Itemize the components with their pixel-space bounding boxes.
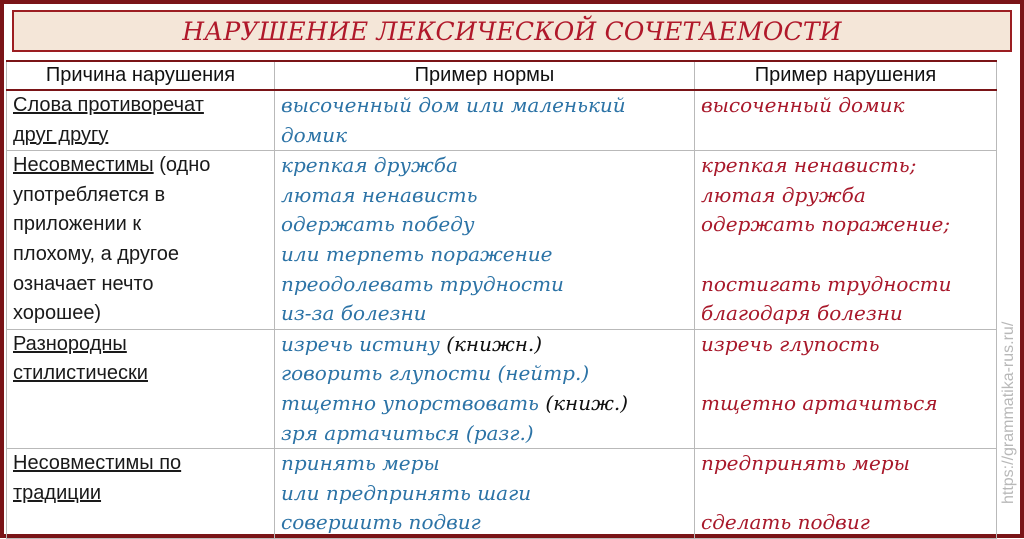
violation-cell [695,151,997,330]
header-violation: Пример нарушения [695,61,997,90]
violation-line: одержать поражение; [701,212,951,237]
norm-line: принять меры [281,451,440,476]
cause-cell [7,329,275,448]
norm-line [281,330,688,360]
norm-line: одержать победу [281,212,475,237]
style-note: (книжн.) [446,331,543,356]
header-cause: Причина нарушения [7,61,275,90]
norm-line: из-за болезни [281,301,427,326]
norm-cell [275,449,695,539]
norm-line: домик [281,122,348,147]
norm-line: высоченный дом или маленький [281,93,626,117]
page-title [12,10,1012,52]
violation-line [701,419,990,449]
style-note: (книж.) [545,390,629,415]
cause-line: плохому, а другое [13,242,179,265]
table-row [7,90,997,151]
cause-underlined-word: Несовместимы [13,154,154,177]
violation-line [701,359,990,389]
cause-line: приложении к [13,213,142,236]
header-norm: Пример нормы [275,61,695,90]
violation-cell [695,90,997,151]
cause-line [13,151,268,181]
table-row [7,329,997,448]
violation-line: высоченный домик [701,93,905,117]
lexical-compatibility-table [6,60,997,539]
cause-line: Разнородны [13,332,127,355]
cause-line-rest: (одно [153,154,211,177]
violation-line: предпринять меры [701,451,910,476]
norm-cell [275,90,695,151]
violation-line: крепкая ненависть; [701,153,917,178]
norm-line: или терпеть поражение [281,241,553,266]
cause-cell [7,151,275,330]
cause-line: Слова противоречат [13,94,204,116]
cause-line: означает нечто [13,272,154,295]
cause-cell [7,90,275,151]
violation-cell [695,329,997,448]
norm-text: тщетно упорствовать [281,390,539,415]
cause-line: Несовместимы по [13,452,182,475]
violation-line [701,479,990,509]
title-text: НАРУШЕНИЕ ЛЕКСИЧЕСКОЙ СОЧЕТАЕМОСТИ [182,16,842,46]
violation-line: благодаря болезни [701,301,903,326]
violation-cell [695,449,997,539]
cause-cell [7,449,275,539]
cause-line: хорошее) [13,302,102,325]
norm-line: зря артачиться (разг.) [281,420,534,445]
norm-cell [275,329,695,448]
norm-line [281,389,688,419]
violation-line: сделать подвиг [701,510,870,535]
table-row [7,449,997,539]
norm-line: говорить глупости (нейтр.) [281,361,590,386]
violation-line [701,240,990,270]
cause-line: традиции [13,481,102,504]
violation-line: лютая дружба [701,182,866,207]
violation-line: постигать трудности [701,271,952,296]
cause-line: употребляется в [13,183,166,206]
site-watermark [996,290,1022,536]
norm-cell [275,151,695,330]
norm-line: крепкая дружба [281,153,458,178]
norm-line: совершить подвиг [281,510,481,535]
table-header-row [7,61,997,90]
watermark-text: https://grammatika-rus.ru/ [1000,321,1017,505]
violation-line: изречь глупость [701,331,880,356]
violation-line: тщетно артачиться [701,390,938,415]
cause-line: стилистически [13,362,148,385]
norm-text: изречь истину [281,331,440,356]
table-row [7,151,997,330]
norm-line: лютая ненависть [281,182,478,207]
norm-line: преодолевать трудности [281,271,564,296]
norm-line: или предпринять шаги [281,480,532,505]
cause-line: друг другу [13,123,109,146]
